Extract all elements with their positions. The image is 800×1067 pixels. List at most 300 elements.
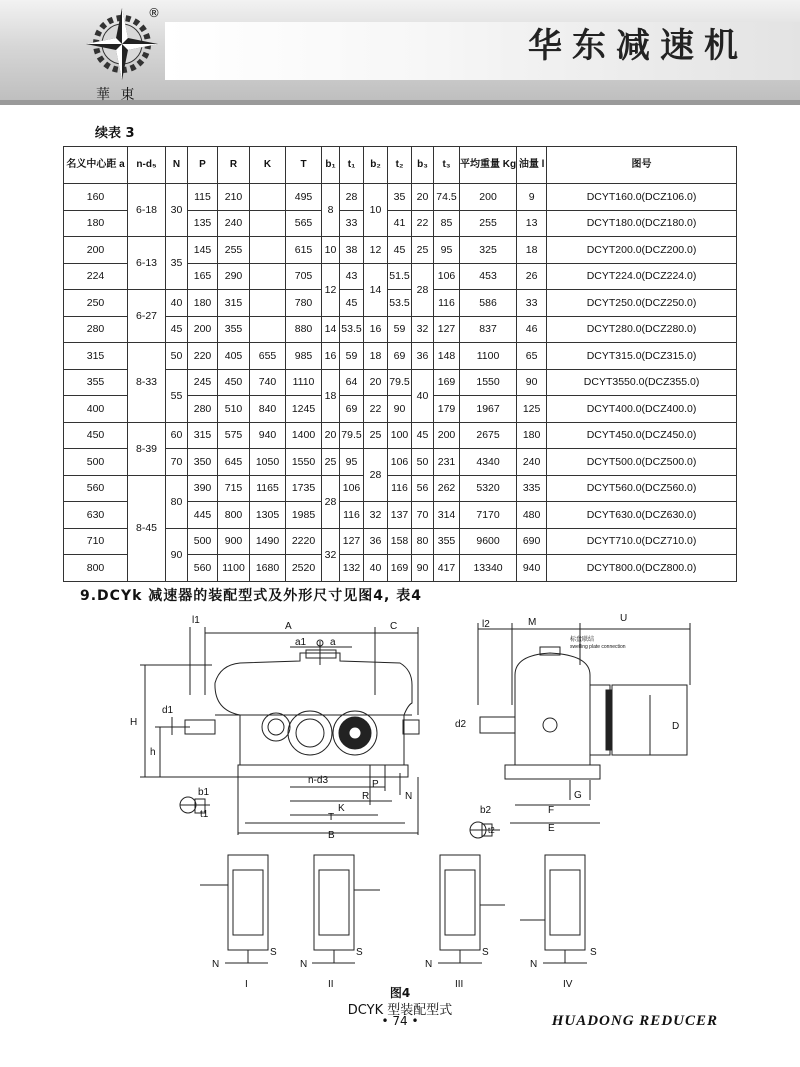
col-header: K [250,147,286,184]
table-cell: 22 [412,210,434,237]
dim-label: t1 [200,809,209,820]
table-cell: 10 [364,184,388,237]
table-cell: 450 [218,369,250,396]
dim-label: P [372,779,379,790]
col-header: T [286,147,322,184]
table-cell: 14 [364,263,388,316]
dim-label: M [528,617,537,628]
table-cell: 116 [388,475,412,502]
table-cell: 560 [64,475,128,502]
table-cell: 165 [188,263,218,290]
table-cell: 940 [517,555,547,582]
col-header: t₁ [340,147,364,184]
table-cell: 840 [250,396,286,423]
table-cell: 100 [388,422,412,449]
table-cell: 12 [364,237,388,264]
table-cell: 30 [166,184,188,237]
table-cell: 240 [218,210,250,237]
table-cell: 8 [322,184,340,237]
variant-numeral: III [455,979,464,990]
col-header: n-d₅ [128,147,166,184]
table-cell: 69 [388,343,412,370]
table-row [64,475,737,502]
table-cell: 59 [388,316,412,343]
table-cell: 2220 [286,528,322,555]
table-cell: DCYT450.0(DCZ450.0) [547,422,737,449]
table-cell: 1490 [250,528,286,555]
table-cell: 40 [412,369,434,422]
table-cell: 50 [166,343,188,370]
table-cell: 1550 [460,369,517,396]
table-cell: 335 [517,475,547,502]
table-cell: 1100 [218,555,250,582]
n-label: N [425,959,433,970]
table-cell: 32 [322,528,340,581]
table-cell: 180 [517,422,547,449]
table-cell: 132 [340,555,364,582]
table-cell: 1550 [286,449,322,476]
table-cell: 28 [340,184,364,211]
table-cell: 1245 [286,396,322,423]
table-cell: 169 [434,369,460,396]
table-cell: 127 [434,316,460,343]
assembly-variants [200,855,587,963]
table-cell [250,184,286,211]
table-cell: 355 [434,528,460,555]
table-cell: 160 [64,184,128,211]
table-cell: 59 [340,343,364,370]
table-cell: 314 [434,502,460,529]
table-cell: 500 [188,528,218,555]
table-cell: 985 [286,343,322,370]
figure-caption: DCYK 型装配型式 [347,1003,453,1018]
table-cell: 95 [434,237,460,264]
table-cell: 74.5 [434,184,460,211]
table-cell: 45 [412,422,434,449]
table-cell: 13 [517,210,547,237]
table-caption: 续表 3 [95,126,135,141]
table-cell: 33 [340,210,364,237]
dim-label: A [285,621,292,632]
table-cell: 575 [218,422,250,449]
table-cell: 36 [412,343,434,370]
table-cell: 45 [166,316,188,343]
front-view [140,627,419,835]
table-cell: 250 [64,290,128,317]
table-cell: DCYT200.0(DCZ200.0) [547,237,737,264]
table-cell: 32 [412,316,434,343]
table-cell: 116 [340,502,364,529]
table-cell: 315 [188,422,218,449]
table-cell: DCYT800.0(DCZ800.0) [547,555,737,582]
table-cell: 2520 [286,555,322,582]
table-cell: 325 [460,237,517,264]
table-cell: 800 [64,555,128,582]
table-cell: DCYT3550.0(DCZ355.0) [547,369,737,396]
table-cell: 148 [434,343,460,370]
table-cell: 880 [286,316,322,343]
table-cell: 65 [517,343,547,370]
table-cell: 55 [166,369,188,422]
table-cell: 800 [218,502,250,529]
variant-numeral: IV [563,979,573,990]
dim-label: F [548,805,555,816]
table-cell: 400 [64,396,128,423]
table-cell: 837 [460,316,517,343]
table-cell: 315 [64,343,128,370]
table-cell: 13340 [460,555,517,582]
section-title: 9.DCYk 减速器的装配型式及外形尺寸见图4, 表4 [80,588,422,604]
table-cell: 900 [218,528,250,555]
table-row [64,237,737,264]
table-cell: 90 [412,555,434,582]
table-cell: 200 [64,237,128,264]
dim-label: t2 [488,826,495,835]
table-cell: 22 [364,396,388,423]
table-cell: 127 [340,528,364,555]
table-cell: DCYT560.0(DCZ560.0) [547,475,737,502]
table-cell: 95 [340,449,364,476]
table-cell: 50 [412,449,434,476]
table-cell: 586 [460,290,517,317]
table-cell: 18 [364,343,388,370]
s-label: S [590,947,597,958]
table-cell: 70 [412,502,434,529]
table-cell: DCYT400.0(DCZ400.0) [547,396,737,423]
table-cell: 4340 [460,449,517,476]
col-header: b₁ [322,147,340,184]
table-cell: DCYT500.0(DCZ500.0) [547,449,737,476]
table-cell: 45 [388,237,412,264]
dim-label: G [574,790,582,801]
table-cell: 445 [188,502,218,529]
table-cell: 1305 [250,502,286,529]
table-cell: 28 [412,263,434,316]
table-cell: 25 [412,237,434,264]
table-cell: 417 [434,555,460,582]
table-cell: 16 [322,343,340,370]
table-cell: 80 [412,528,434,555]
table-cell: DCYT180.0(DCZ180.0) [547,210,737,237]
col-header: 图号 [547,147,737,184]
table-cell: 740 [250,369,286,396]
table-cell: 480 [517,502,547,529]
table-cell: 1100 [460,343,517,370]
table-cell: 315 [218,290,250,317]
table-cell: 169 [388,555,412,582]
col-header: t₂ [388,147,412,184]
table-cell: 56 [412,475,434,502]
dim-label: H [130,717,138,728]
company-logo [78,6,168,104]
table-cell: 780 [286,290,322,317]
dim-label: l1 [192,615,200,626]
table-cell: 224 [64,263,128,290]
table-cell: 180 [64,210,128,237]
table-cell: 220 [188,343,218,370]
table-cell: 79.5 [340,422,364,449]
s-label: S [270,947,277,958]
page-title: 华东减速机 [528,26,748,66]
col-header: 平均重量 Kg [460,147,517,184]
n-label: N [300,959,308,970]
table-cell: 85 [434,210,460,237]
table-cell: DCYT160.0(DCZ106.0) [547,184,737,211]
dim-label: U [620,613,628,624]
col-header: P [188,147,218,184]
table-cell: 450 [64,422,128,449]
table-cell: 200 [188,316,218,343]
n-label: N [530,959,538,970]
table-cell [250,263,286,290]
dim-label: l2 [482,619,490,630]
logo-chars: 華 東 [96,87,138,103]
assembly-drawing [0,605,800,1045]
s-label: S [482,947,489,958]
table-cell: 40 [166,290,188,317]
table-cell: 51.5 [388,263,412,290]
table-cell: 8-39 [128,422,166,475]
table-row [64,343,737,370]
table-cell: 90 [166,528,188,581]
table-cell: 90 [517,369,547,396]
table-cell: 32 [364,502,388,529]
table-cell: 715 [218,475,250,502]
table-cell [250,290,286,317]
variant-3 [438,855,505,963]
table-cell: 106 [388,449,412,476]
col-header: R [218,147,250,184]
table-cell: 33 [517,290,547,317]
table-cell: 20 [364,369,388,396]
table-cell: 262 [434,475,460,502]
col-header: N [166,147,188,184]
table-cell: 20 [412,184,434,211]
table-cell: 179 [434,396,460,423]
table-cell: 69 [340,396,364,423]
table-cell: 453 [460,263,517,290]
table-cell: 390 [188,475,218,502]
table-cell [250,316,286,343]
table-cell: 355 [218,316,250,343]
table-cell: 405 [218,343,250,370]
col-header: 油量 l [517,147,547,184]
table-row [64,422,737,449]
table-cell: 255 [460,210,517,237]
dim-label: d2 [455,719,467,730]
table-cell: 8-33 [128,343,166,423]
s-label: S [356,947,363,958]
table-cell: 280 [64,316,128,343]
connection-note-en: swelling plate connection [570,644,626,650]
table-cell: 1110 [286,369,322,396]
table-cell: 20 [322,422,340,449]
table-cell: DCYT315.0(DCZ315.0) [547,343,737,370]
table-cell: 28 [322,475,340,528]
table-cell: 79.5 [388,369,412,396]
dim-label: h [150,747,156,758]
variant-1 [200,855,268,963]
table-cell: 116 [434,290,460,317]
table-cell: 35 [166,237,188,290]
table-cell: 64 [340,369,364,396]
table-cell: 12 [322,263,340,316]
dim-label: b2 [480,805,492,816]
table-cell: 615 [286,237,322,264]
table-cell: 16 [364,316,388,343]
table-cell: DCYT280.0(DCZ280.0) [547,316,737,343]
table-cell: 5320 [460,475,517,502]
table-cell: 180 [188,290,218,317]
table-cell: 6-27 [128,290,166,343]
table-cell: 645 [218,449,250,476]
table-cell: 355 [64,369,128,396]
footer-brand: HUADONG REDUCER [551,1013,718,1029]
table-cell: 200 [460,184,517,211]
dim-label: T [328,812,335,823]
connection-note: 标盘联结 [570,637,595,643]
table-cell: 35 [388,184,412,211]
dim-label: b1 [198,787,210,798]
table-row [64,184,737,211]
dim-label: B [328,830,335,841]
table-cell: 53.5 [388,290,412,317]
registered-mark: ® [148,6,160,20]
table-cell: 6-13 [128,237,166,290]
table-cell: 9 [517,184,547,211]
side-view [470,623,690,838]
dim-label: n-d3 [308,775,329,786]
table-cell: 80 [166,475,188,528]
table-cell: 25 [364,422,388,449]
table-cell: 106 [340,475,364,502]
table-cell: 500 [64,449,128,476]
table-cell: 495 [286,184,322,211]
variant-4 [520,855,587,963]
dim-label: K [338,803,345,814]
table-cell: 106 [434,263,460,290]
table-cell: 690 [517,528,547,555]
dim-label: D [672,721,680,732]
table-cell: 510 [218,396,250,423]
col-header: 名义中心距 a [64,147,128,184]
variant-numeral: I [245,979,248,990]
table-cell: 10 [322,237,340,264]
table-cell: 158 [388,528,412,555]
table-cell: 210 [218,184,250,211]
side-dim-labels [455,613,679,835]
spec-table [63,146,737,582]
dim-label: C [390,621,398,632]
table-cell: 14 [322,316,340,343]
table-cell: 18 [517,237,547,264]
table-cell: 705 [286,263,322,290]
table-cell: 115 [188,184,218,211]
table-cell: 18 [322,369,340,422]
table-cell: 6-18 [128,184,166,237]
table-cell: 7170 [460,502,517,529]
table-cell: 1985 [286,502,322,529]
table-cell: 43 [340,263,364,290]
table-cell: 70 [166,449,188,476]
table-cell: 38 [340,237,364,264]
table-cell: 565 [286,210,322,237]
n-label: N [212,959,220,970]
table-cell: 36 [364,528,388,555]
table-cell: 940 [250,422,286,449]
dim-label: E [548,823,555,834]
table-cell: DCYT224.0(DCZ224.0) [547,263,737,290]
dim-label: N [405,791,413,802]
table-cell: 26 [517,263,547,290]
table-cell: 1680 [250,555,286,582]
variant-numeral: II [328,979,334,990]
table-cell: DCYT710.0(DCZ710.0) [547,528,737,555]
table-cell [250,210,286,237]
table-cell: 145 [188,237,218,264]
table-cell: 560 [188,555,218,582]
table-row [64,290,737,317]
table-cell: DCYT630.0(DCZ630.0) [547,502,737,529]
table-cell: 255 [218,237,250,264]
table-cell: 45 [340,290,364,317]
dim-label: R [362,791,370,802]
table-cell: 200 [434,422,460,449]
table-cell: 9600 [460,528,517,555]
table-cell: 2675 [460,422,517,449]
dim-label: a1 [295,637,307,648]
col-header: b₂ [364,147,388,184]
table-cell: 1400 [286,422,322,449]
table-cell: 137 [388,502,412,529]
dim-label: a [330,637,336,648]
table-cell: 25 [322,449,340,476]
table-cell: 655 [250,343,286,370]
table-cell: 245 [188,369,218,396]
table-cell: 41 [388,210,412,237]
table-cell: 350 [188,449,218,476]
table-cell [250,237,286,264]
table-cell: 231 [434,449,460,476]
col-header: t₃ [434,147,460,184]
table-cell: DCYT250.0(DCZ250.0) [547,290,737,317]
table-cell: 1735 [286,475,322,502]
table-cell: 1967 [460,396,517,423]
table-cell: 28 [364,449,388,502]
col-header: b₃ [412,147,434,184]
table-cell: 8-45 [128,475,166,581]
table-cell: 710 [64,528,128,555]
table-cell: 60 [166,422,188,449]
table-cell: 125 [517,396,547,423]
table-cell: 630 [64,502,128,529]
table-cell: 46 [517,316,547,343]
table-cell: 135 [188,210,218,237]
table-body [64,184,737,582]
table-cell: 290 [218,263,250,290]
table-cell: 53.5 [340,316,364,343]
dim-label: d1 [162,705,174,716]
table-cell: 1165 [250,475,286,502]
table-cell: 280 [188,396,218,423]
variant-2 [312,855,380,963]
table-cell: 90 [388,396,412,423]
table-header-row [64,147,737,184]
table-cell: 40 [364,555,388,582]
table-cell: 240 [517,449,547,476]
page-number: • 74 • [381,1014,419,1028]
figure-number: 图4 [389,986,411,1000]
